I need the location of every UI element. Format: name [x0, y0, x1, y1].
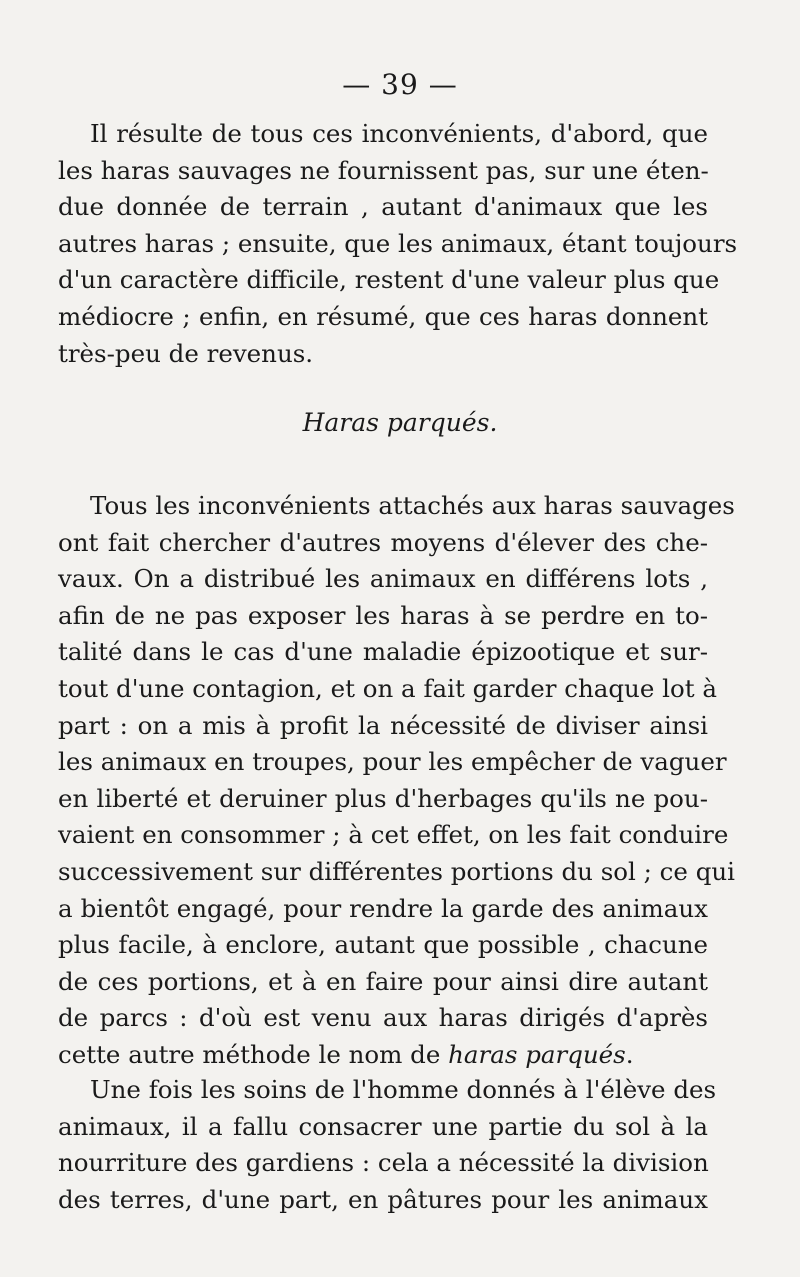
- text-line: successivement sur différentes portions du sol ; ce qui: [58, 856, 735, 886]
- paragraph-2: [58, 488, 735, 1074]
- italic-term: haras parqués: [448, 1039, 626, 1069]
- text-line: très-peu de revenus.: [58, 338, 314, 368]
- text-line: [58, 1037, 708, 1074]
- text-line: due donnée de terrain , autant d'animaux que les: [58, 192, 708, 222]
- text-line: médiocre ; enfin, en résumé, que ces haras donnent: [58, 301, 708, 331]
- text-line: les haras sauvages ne fournissent pas, sur une éten-: [58, 155, 709, 185]
- text-line: autres haras ; ensuite, que les animaux, étant toujours: [58, 228, 738, 258]
- text-line: Il résulte de tous ces inconvénients, d'abord, que: [90, 119, 708, 148]
- section-heading: Haras parqués.: [302, 408, 498, 437]
- text-line: des terres, d'une part, en pâtures pour les animaux: [58, 1184, 708, 1214]
- text-line: d'un caractère difficile, restent d'une valeur plus que: [58, 265, 720, 295]
- text-line: ont fait chercher d'autres moyens d'élever des che-: [58, 527, 708, 557]
- text-fragment: .: [625, 1039, 634, 1069]
- text-line: en liberté et deruiner plus d'herbages qu'ils ne pou-: [58, 783, 708, 813]
- text-line: nourriture des gardiens : cela a nécessité la division: [58, 1148, 709, 1178]
- text-line: plus facile, à enclore, autant que possible , chacune: [58, 930, 708, 960]
- text-line: afin de ne pas exposer les haras à se perdre en to-: [58, 600, 708, 630]
- text-line: a bientôt engagé, pour rendre la garde des animaux: [58, 893, 708, 923]
- text-line: Une fois les soins de l'homme donnés à l'élève des: [90, 1075, 717, 1104]
- text-line: de ces portions, et à en faire pour ainsi dire autant: [58, 966, 708, 996]
- page-number: — 39 —: [342, 68, 458, 101]
- paragraph-1: [58, 116, 738, 372]
- text-line: tout d'une contagion, et on a fait garder chaque lot à: [58, 673, 717, 703]
- text-line: les animaux en troupes, pour les empêcher de vaguer: [58, 747, 727, 777]
- text-fragment: cette autre méthode le nom de: [58, 1039, 449, 1069]
- text-line: vaient en consommer ; à cet effet, on les fait conduire: [58, 820, 729, 850]
- text-line: part : on a mis à profit la nécessité de diviser ainsi: [58, 710, 708, 740]
- text-line: talité dans le cas d'une maladie épizootique et sur-: [58, 637, 708, 667]
- text-line: vaux. On a distribué les animaux en différens lots ,: [58, 564, 708, 594]
- text-line: de parcs : d'où est venu aux haras dirigés d'après: [58, 1003, 708, 1033]
- text-line: Tous les inconvénients attachés aux haras sauvages: [90, 491, 735, 520]
- text-line: animaux, il a fallu consacrer une partie du sol à la: [58, 1111, 708, 1141]
- paragraph-3: [58, 1072, 717, 1218]
